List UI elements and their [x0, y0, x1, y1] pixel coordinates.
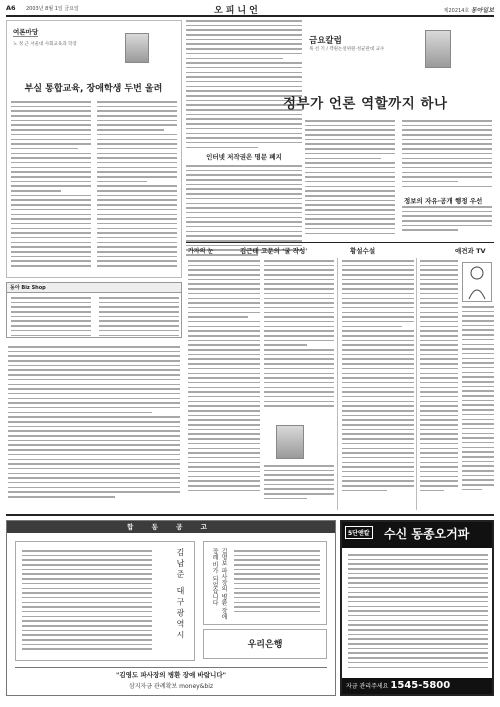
newspaper-name: 동아일보	[470, 7, 494, 14]
notice-right-panel	[203, 541, 327, 625]
cartoon-title: 황설수설	[350, 247, 376, 255]
notice-footer: 삼지자금 관례확보 money&biz	[128, 683, 214, 690]
letter-text-2	[264, 260, 334, 420]
columnist-photo	[425, 30, 451, 68]
article-text-col-1	[11, 101, 91, 273]
column-rule-1	[337, 258, 338, 510]
opinion-box-left	[6, 20, 182, 278]
author-photo	[125, 33, 149, 63]
tv-text-1	[420, 260, 458, 510]
author-byline: 노 정 근 서울대 사회교육과 학장	[13, 42, 77, 47]
ad-listing-2	[99, 297, 179, 337]
mid-text-top	[186, 20, 302, 152]
ad-title: 동아 Biz Shop	[7, 283, 181, 293]
ad-phone-prefix: 자금 관리주세요	[346, 683, 389, 690]
column-rule-2	[416, 258, 417, 510]
notice-text-box	[15, 541, 195, 661]
notice-body	[22, 550, 152, 654]
notice-vertical-text-2: 김명보 파사장의 병환 장애 장례 비가 되었습니다	[211, 548, 227, 620]
tv-column-title: 애견과 TV	[455, 247, 486, 255]
section-tag: 여론마당	[13, 28, 39, 36]
ad-body-text	[348, 554, 488, 674]
letter-text-1	[188, 260, 260, 510]
small-advertisement	[6, 282, 182, 338]
ad-phone-bar	[342, 678, 492, 694]
writer-photo	[276, 425, 304, 459]
reader-letter-label: 가자의 눈	[188, 248, 214, 255]
reader-letter-title: 김근태 고문의 '굴 작성'	[240, 247, 308, 255]
ad-header-bar	[342, 522, 492, 548]
notice-title: 합 동 공 고	[7, 521, 335, 533]
lower-left-text	[8, 346, 180, 510]
joint-notice-ad	[6, 520, 336, 696]
article-headline: 부실 통합교육, 장애학생 두번 울려	[24, 84, 163, 94]
column-text-1	[305, 120, 395, 238]
notice-banner: "김영도 파사장의 병환 장애 바랍니다"	[15, 667, 327, 679]
cartoon-illustration	[462, 262, 492, 302]
issue-number: 제20214호	[443, 8, 470, 14]
letter-text-3	[264, 465, 334, 510]
notice-right-body	[234, 550, 320, 620]
cartoon-figure-icon	[463, 263, 491, 301]
notice-vertical-text-1: 김남준 대구광역시	[176, 548, 185, 642]
publication-date: 2003년 8월 1일 금요일	[26, 6, 79, 12]
ad-divider	[6, 514, 494, 516]
ad-phone-number: 1545-5800	[390, 680, 451, 691]
tv-text-2	[462, 306, 494, 510]
issue-info	[444, 5, 494, 14]
bank-logo: 우리은행	[203, 629, 327, 659]
page-number: A6	[6, 4, 16, 12]
section-divider	[186, 242, 494, 243]
ad-tag: 5단앤칼	[345, 526, 373, 539]
column-headline: 정부가 언론 역할까지 하나	[283, 96, 448, 112]
opinion-column-mid	[186, 20, 302, 257]
cartoon-text	[342, 260, 414, 510]
mid-text-bottom	[186, 165, 302, 257]
section-title: 오피니언	[214, 6, 261, 16]
column-text-2	[402, 120, 492, 192]
ad-headline: 수신 동종오거파	[384, 527, 470, 541]
column-byline: 목 선 기 / 객원논설위원·성균관대 교수	[309, 47, 385, 52]
right-advertisement	[340, 520, 494, 696]
article-text-col-2	[97, 101, 177, 273]
page-header	[6, 3, 494, 17]
column-title: 금요칼럼	[309, 36, 342, 46]
column-subhead: 정보의 자유·공개 행정 우선	[404, 197, 483, 205]
column-text-3	[402, 206, 492, 238]
mid-subhead: 인터넷 저작권은 명문 폐지	[206, 153, 282, 161]
ad-listing-1	[11, 297, 91, 337]
